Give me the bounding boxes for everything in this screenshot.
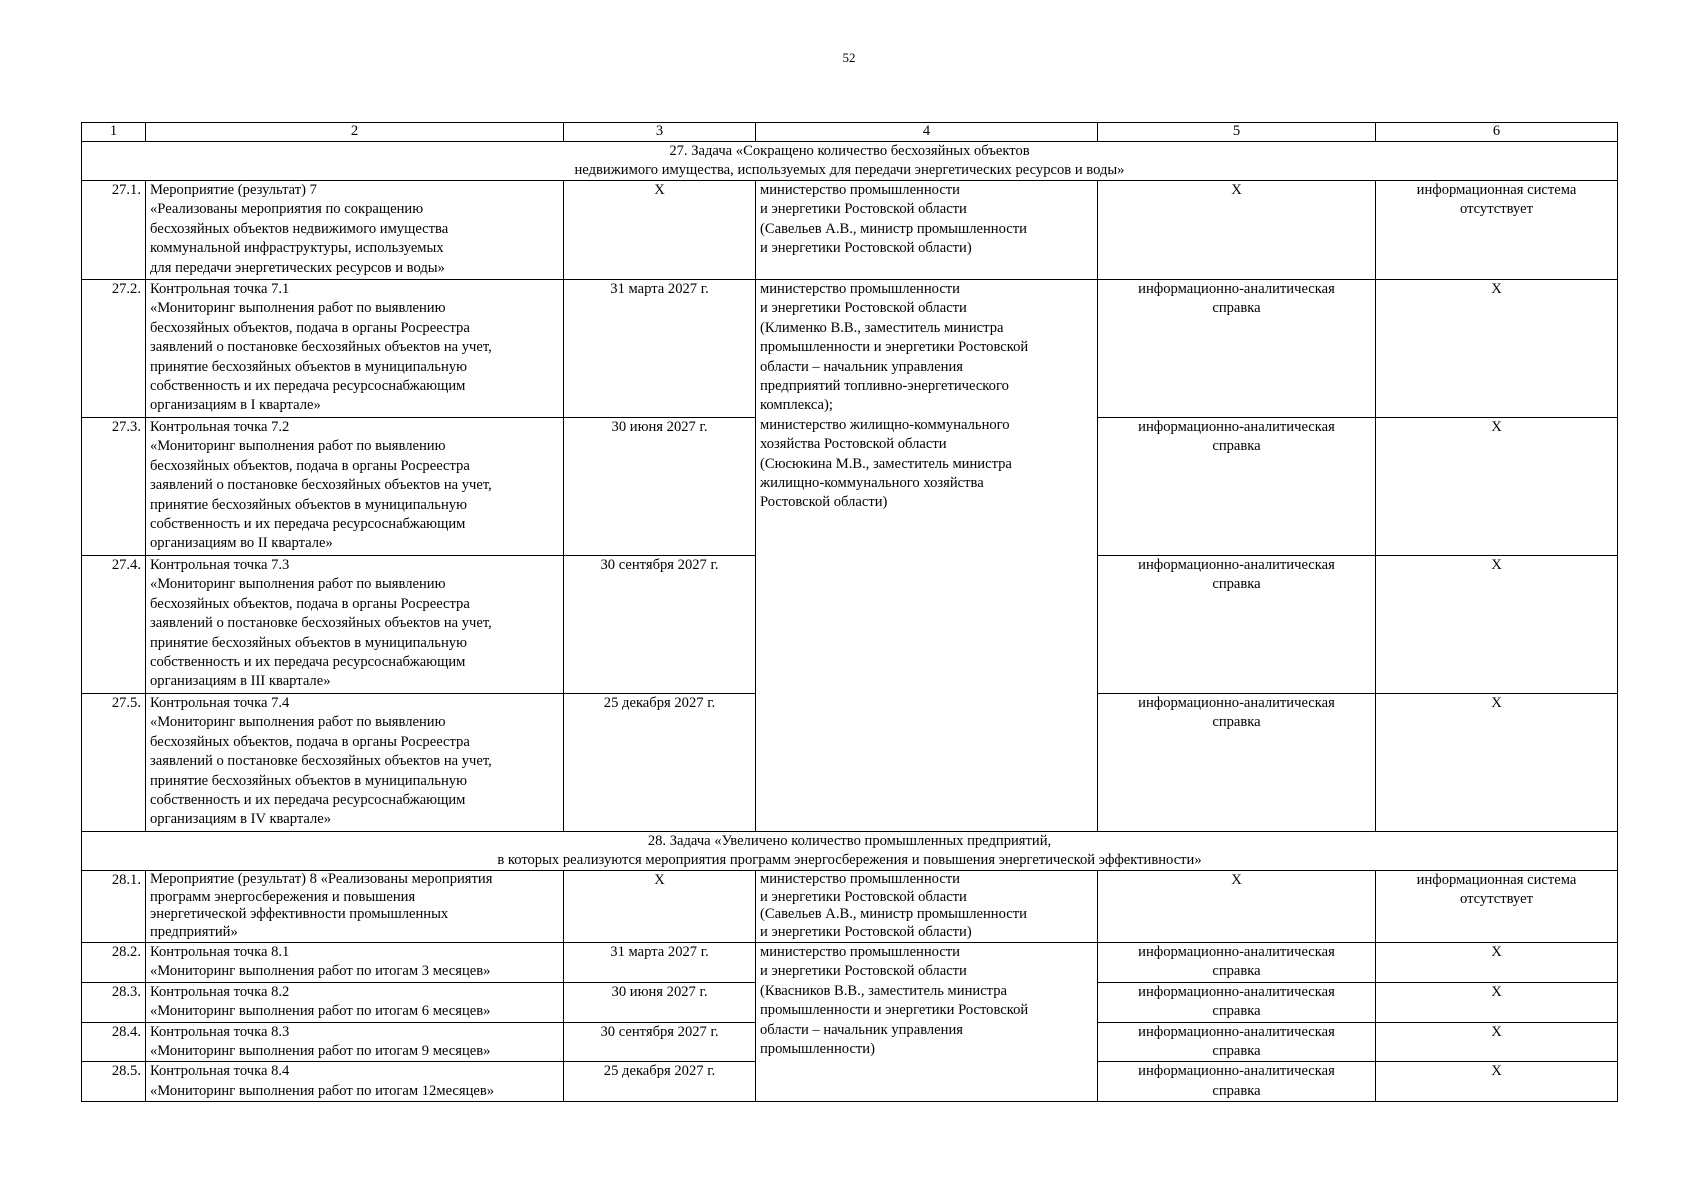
item-info-system: информационная система отсутствует: [1376, 871, 1618, 943]
item-document: информационно-аналитическая справка: [1098, 1062, 1376, 1102]
item-document: информационно-аналитическая справка: [1098, 418, 1376, 556]
item-info-system: X: [1376, 694, 1618, 832]
item-number: 28.3.: [82, 982, 146, 1022]
item-deadline: 30 сентября 2027 г.: [564, 556, 756, 694]
item-description: Контрольная точка 7.3 «Мониторинг выполнения работ по выявлению бесхозяйных объектов, подача в органы Росреестра заявлений о постановке бесхозяйных объектов на учет, принятие бесхозяйных объектов в муниципальную собственность и их передача ресурсоснабжающим организациям в III квартале»: [146, 556, 564, 694]
page-number: 52: [842, 50, 856, 65]
table-row: [82, 280, 1618, 418]
item-deadline: 30 июня 2027 г.: [564, 418, 756, 556]
item-description: Мероприятие (результат) 7 «Реализованы мероприятия по сокращению бесхозяйных объектов недвижимого имущества коммунальной инфраструктуры, используемых для передачи энергетических ресурсов и воды»: [146, 181, 564, 280]
column-number-row: [82, 123, 1618, 142]
item-info-system: информационная система отсутствует: [1376, 181, 1618, 280]
item-responsible: министерство промышленности и энергетики Ростовской области (Савельев А.В., министр промышленности и энергетики Ростовской области): [756, 871, 1098, 943]
item-info-system: X: [1376, 280, 1618, 418]
item-deadline: 25 декабря 2027 г.: [564, 1062, 756, 1102]
item-description: Контрольная точка 7.4 «Мониторинг выполнения работ по выявлению бесхозяйных объектов, подача в органы Росреестра заявлений о постановке бесхозяйных объектов на учет, принятие бесхозяйных объектов в муниципальную собственность и их передача ресурсоснабжающим организациям в IV квартале»: [146, 694, 564, 832]
item-description: Контрольная точка 8.2 «Мониторинг выполнения работ по итогам 6 месяцев»: [146, 982, 564, 1022]
item-document: X: [1098, 181, 1376, 280]
item-document: информационно-аналитическая справка: [1098, 1022, 1376, 1062]
item-deadline: 30 сентября 2027 г.: [564, 1022, 756, 1062]
item-info-system: X: [1376, 1062, 1618, 1102]
item-number: 27.3.: [82, 418, 146, 556]
item-number: 28.1.: [82, 871, 146, 943]
column-number: 3: [564, 123, 756, 142]
item-description: Контрольная точка 7.1 «Мониторинг выполнения работ по выявлению бесхозяйных объектов, подача в органы Росреестра заявлений о постановке бесхозяйных объектов на учет, принятие бесхозяйных объектов в муниципальную собственность и их передача ресурсоснабжающим организациям в I квартале»: [146, 280, 564, 418]
item-description: Контрольная точка 8.3 «Мониторинг выполнения работ по итогам 9 месяцев»: [146, 1022, 564, 1062]
item-deadline: 30 июня 2027 г.: [564, 982, 756, 1022]
item-info-system: X: [1376, 1022, 1618, 1062]
item-document: X: [1098, 871, 1376, 943]
item-info-system: X: [1376, 418, 1618, 556]
column-number: 6: [1376, 123, 1618, 142]
item-document: информационно-аналитическая справка: [1098, 556, 1376, 694]
item-deadline: 31 марта 2027 г.: [564, 943, 756, 983]
item-document: информационно-аналитическая справка: [1098, 694, 1376, 832]
item-info-system: X: [1376, 556, 1618, 694]
item-deadline: 31 марта 2027 г.: [564, 280, 756, 418]
item-responsible: министерство промышленности и энергетики Ростовской области (Клименко В.В., заместитель министра промышленности и энергетики Ростовской области – начальник управления предприятий топливно-энергетического комплекса); министерство жилищно-коммунального хозяйства Ростовской области (Сюсюкина М.В., заместитель министра жилищно-коммунального хозяйства Ростовской области): [756, 280, 1098, 832]
item-number: 27.5.: [82, 694, 146, 832]
item-deadline: X: [564, 181, 756, 280]
item-deadline: 25 декабря 2027 г.: [564, 694, 756, 832]
item-number: 28.4.: [82, 1022, 146, 1062]
column-number: 4: [756, 123, 1098, 142]
task-title: 28. Задача «Увеличено количество промышленных предприятий, в которых реализуются мероприятия программ энергосбережения и повышения энергетической эффективности»: [82, 832, 1618, 871]
item-responsible: министерство промышленности и энергетики Ростовской области (Савельев А.В., министр промышленности и энергетики Ростовской области): [756, 181, 1098, 280]
item-document: информационно-аналитическая справка: [1098, 943, 1376, 983]
task-row: [82, 832, 1618, 871]
item-deadline: X: [564, 871, 756, 943]
table-row: [82, 181, 1618, 280]
item-description: Мероприятие (результат) 8 «Реализованы мероприятия программ энергосбережения и повышения энергетической эффективности промышленных предприятий»: [146, 871, 564, 943]
column-number: 1: [82, 123, 146, 142]
item-responsible: министерство промышленности и энергетики Ростовской области (Квасников В.В., заместитель министра промышленности и энергетики Ростовской области – начальник управления промышленности): [756, 943, 1098, 1102]
item-number: 27.4.: [82, 556, 146, 694]
item-description: Контрольная точка 8.4 «Мониторинг выполнения работ по итогам 12месяцев»: [146, 1062, 564, 1102]
item-description: Контрольная точка 7.2 «Мониторинг выполнения работ по выявлению бесхозяйных объектов, подача в органы Росреестра заявлений о постановке бесхозяйных объектов на учет, принятие бесхозяйных объектов в муниципальную собственность и их передача ресурсоснабжающим организациям во II квартале»: [146, 418, 564, 556]
table-row: [82, 871, 1618, 943]
column-number: 5: [1098, 123, 1376, 142]
item-number: 27.2.: [82, 280, 146, 418]
item-number: 28.5.: [82, 1062, 146, 1102]
item-description: Контрольная точка 8.1 «Мониторинг выполнения работ по итогам 3 месяцев»: [146, 943, 564, 983]
item-number: 27.1.: [82, 181, 146, 280]
task-row: [82, 142, 1618, 181]
column-number: 2: [146, 123, 564, 142]
item-number: 28.2.: [82, 943, 146, 983]
item-document: информационно-аналитическая справка: [1098, 982, 1376, 1022]
plan-table: [81, 122, 1618, 1102]
item-info-system: X: [1376, 982, 1618, 1022]
task-title: 27. Задача «Сокращено количество бесхозяйных объектов недвижимого имущества, используемых для передачи энергетических ресурсов и воды»: [82, 142, 1618, 181]
item-info-system: X: [1376, 943, 1618, 983]
item-document: информационно-аналитическая справка: [1098, 280, 1376, 418]
table-row: [82, 943, 1618, 983]
